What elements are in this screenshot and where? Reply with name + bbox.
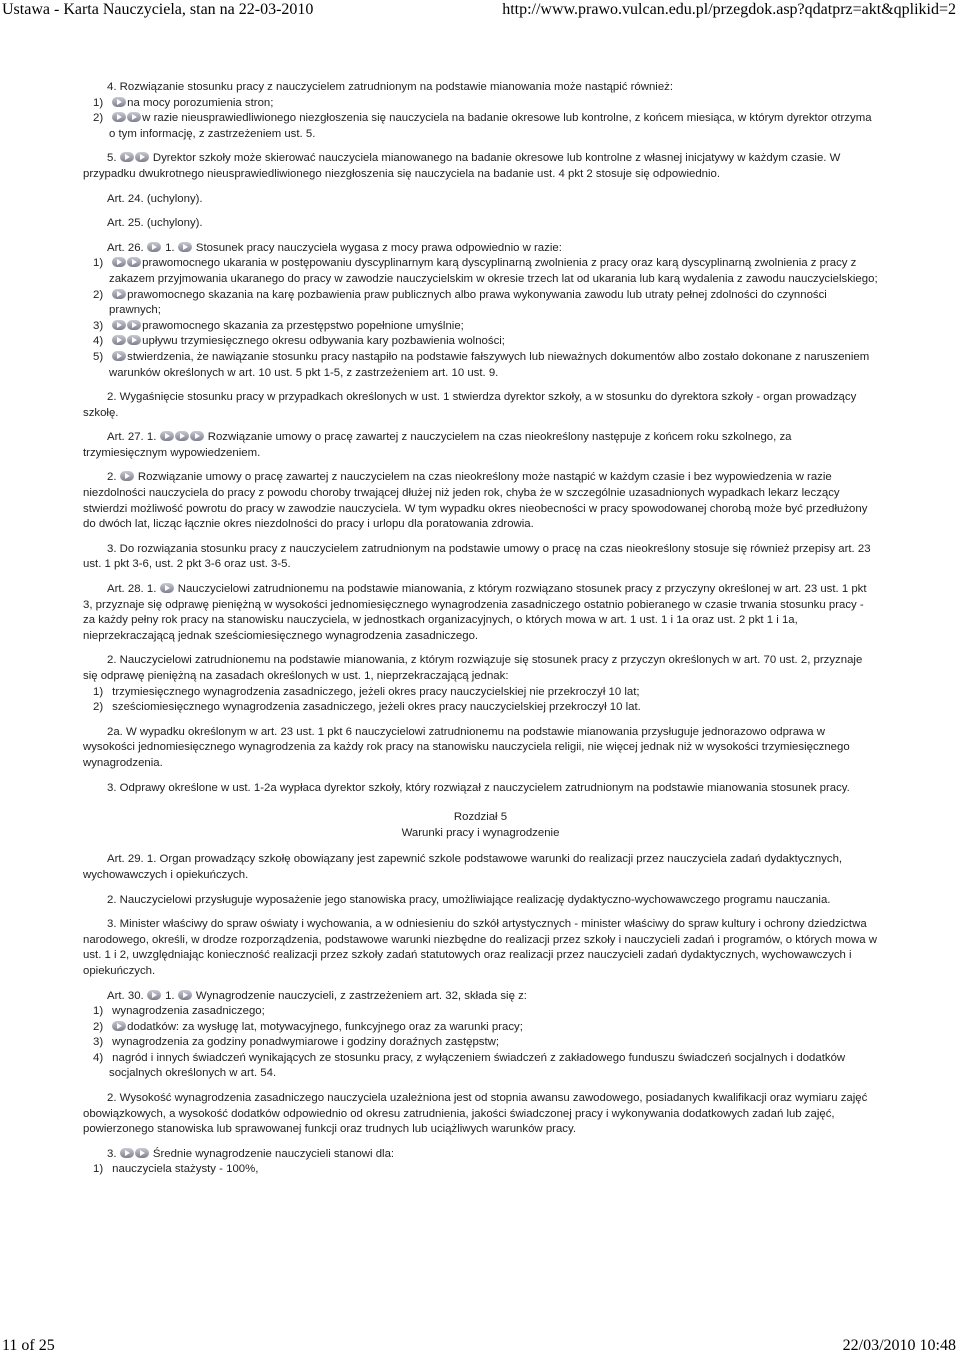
chapter-number: Rozdział 5 [453, 811, 508, 824]
chapter-title: Warunki pracy i wynagrodzenie [401, 826, 560, 839]
print-footer [0, 1335, 960, 1357]
art30 [83, 989, 878, 1083]
page-counter: 11 of 25 [2, 1337, 55, 1354]
list-item: 3) prawomocnego skazania za przestępstwo popełnione umyślnie; [93, 319, 464, 332]
amendment-icon[interactable] [147, 990, 161, 1000]
amendment-icon[interactable] [112, 97, 126, 107]
paragraph: 3. Minister właściwy do spraw oświaty i wychowania, a w odniesieniu do szkół artystycznych - minister właściwy do spraw kultury i ochrony dziedzictwa narodowego, określi, w drodze rozporządzenia, podstawowe warunki niezbędne do realizacji przez szkoły i nauczycieli zadań i programów, o których mowa w ust. 1 i 2, uwzględniając konieczność realizacji przez szkoły zadań statutowych oraz realizacji przez nauczycieli zadań dydaktycznych, wychowawczych i opiekuńczych. [83, 918, 877, 977]
amendment-icon[interactable] [120, 471, 134, 481]
paragraph: 3. Odprawy określone w ust. 1-2a wypłaca dyrektor szkoły, który rozwiązał z nauczycielem zatrudnionym na podstawie mianowania stosunek pracy. [107, 781, 850, 794]
art24: Art. 24. (uchylony). [107, 192, 203, 205]
list-item: 2) w razie nieusprawiedliwionego niezgłoszenia się nauczyciela na badanie okresowe lub kontrolne, z końcem miesiąca, w którym dyrektor otrzyma o tym informację, z zastrzeżeniem ust. 5. [93, 112, 872, 140]
paragraph: 3. Do rozwiązania stosunku pracy z nauczycielem zatrudnionym na podstawie umowy o pracę na czas nieokreślony stosuje się również przepisy art. 23 ust. 1 pkt 3-6, ust. 2 pkt 3-6 oraz ust. 3-5. [83, 542, 871, 571]
amendment-icon[interactable] [112, 257, 126, 267]
list-item: 3) wynagrodzenia za godziny ponadwymiarowe i godziny doraźnych zastępstw; [93, 1036, 500, 1049]
amendment-icon[interactable] [147, 242, 161, 252]
amendment-icon[interactable] [175, 431, 189, 441]
list-item: 4) nagród i innych świadczeń wynikających ze stosunku pracy, z wyłączeniem świadczeń z zakładowego funduszu świadczeń socjalnych i dodatków socjalnych określonych w art. 54. [93, 1051, 846, 1080]
paragraph: 2. Rozwiązanie umowy o pracę zawartej z nauczycielem na czas nieokreślony może nastąpić w każdym czasie i bez wypowiedzenia w razie niezdolności nauczyciela do pracy z powodu choroby trwającej dłużej niż jeden rok, chyba że w szczególnie uzasadnionych wypadkach lekarz leczący stwierdzi możliwość powrotu do pracy w zawodzie nauczyciela. W tym wypadku okres nieobecności w pracy spowodowanej chorobą może być przedłużony do dwóch lat, licząc łącznie okres niezdolności do pracy i urlopu dla poratowania zdrowia. [83, 471, 868, 531]
list-item: 2) prawomocnego skazania na karę pozbawienia praw publicznych albo prawa wykonywania zawodu lub utraty pełnej zdolności do czynności prawnych; [93, 288, 827, 317]
amendment-icon[interactable] [190, 431, 204, 441]
document-body [83, 80, 878, 1187]
amendment-icon[interactable] [112, 112, 126, 122]
paragraph: 3. Średnie wynagrodzenie nauczycieli stanowi dla: [107, 1147, 395, 1160]
paragraph: 4. Rozwiązanie stosunku pracy z nauczycielem zatrudnionym na podstawie mianowania może nastąpić również: [107, 81, 674, 93]
list-item: 2) sześciomiesięcznego wynagrodzenia zasadniczego, jeżeli okres pracy nauczycielskiej przekroczył 10 lat. [93, 701, 641, 714]
amendment-icon[interactable] [127, 320, 141, 330]
print-datetime: 22/03/2010 10:48 [842, 1337, 956, 1354]
art30-ust3 [83, 1147, 878, 1178]
print-header [0, 0, 960, 20]
list-item: 1) wynagrodzenia zasadniczego; [93, 1005, 265, 1018]
chapter-heading [83, 810, 878, 841]
document-url: http://www.prawo.vulcan.edu.pl/przegdok.asp?qdatprz=akt&qplikid=2 [502, 1, 956, 18]
amendment-icon[interactable] [112, 289, 126, 299]
amendment-icon[interactable] [135, 152, 149, 162]
amendment-icon[interactable] [160, 431, 174, 441]
art27-ust5: 5. Dyrektor szkoły może skierować nauczyciela mianowanego na badanie okresowe lub kontrolne z własnej inicjatywy w każdym czasie. W przypadku dwukrotnego nieusprawiedliwionego niezgłoszenia się nauczyciela na badanie ust. 4 pkt 2 stosuje się odpowiednio. [83, 152, 841, 180]
list-item: 1) prawomocnego ukarania w postępowaniu dyscyplinarnym karą dyscyplinarną zwolnienia z pracy oraz karą dyscyplinarną zwolnienia z pracy z zakazem przyjmowania ukaranego do pracy w zawodzie nauczycielskim w okresie trzech lat od ukarania lub karą wydalenia z zawodu nauczycielskiego; [93, 257, 878, 285]
amendment-icon[interactable] [120, 152, 134, 162]
paragraph: 2. Nauczycielowi przysługuje wyposażenie jego stanowiska pracy, umożliwiające realizację dydaktyczno-wychowawczego programu nauczania. [107, 893, 831, 906]
amendment-icon[interactable] [112, 1021, 126, 1031]
paragraph: Art. 30. 1. Wynagrodzenie nauczycieli, z zastrzeżeniem art. 32, składa się z: [107, 989, 527, 1002]
art26 [83, 241, 878, 381]
art28-ust2 [83, 653, 878, 715]
list-item: 1) nauczyciela stażysty - 100%, [93, 1163, 259, 1176]
list-item: 1) trzymiesięcznego wynagrodzenia zasadniczego, jeżeli okres pracy nauczycielskiej nie przekroczył 10 lat; [93, 685, 640, 698]
paragraph: 2. Nauczycielowi zatrudnionemu na podstawie mianowania, z którym rozwiązuje się stosunek pracy z przyczyn określonych w art. 70 ust. 2, przyznaje się odprawę pieniężną na zasadach określonych w ust. 1, nieprzekraczającą jednak: [83, 654, 863, 682]
amendment-icon[interactable] [135, 1148, 149, 1158]
list-item: 2) dodatków: za wysługę lat, motywacyjnego, funkcyjnego oraz za warunki pracy; [93, 1020, 523, 1033]
list-item: 4) upływu trzymiesięcznego okresu odbywania kary pozbawienia wolności; [93, 335, 505, 348]
paragraph: Art. 26. 1. Stosunek pracy nauczyciela wygasa z mocy prawa odpowiednio w razie: [107, 241, 562, 254]
art25: Art. 25. (uchylony). [107, 217, 203, 230]
art29: Art. 29. 1. Organ prowadzący szkołę obowiązany jest zapewnić szkole podstawowe warunki do realizacji przez nauczyciela zadań dydaktycznych, wychowawczych i opiekuńczych. [83, 853, 843, 881]
amendment-icon[interactable] [112, 320, 126, 330]
amendment-icon[interactable] [178, 990, 192, 1000]
amendment-icon[interactable] [127, 112, 141, 122]
list-item: 1) na mocy porozumienia stron; [93, 96, 274, 109]
amendment-icon[interactable] [112, 351, 126, 361]
art27-ust4 [83, 80, 878, 142]
amendment-icon[interactable] [160, 583, 174, 593]
list-item: 5) stwierdzenia, że nawiązanie stosunku pracy nastąpiło na podstawie fałszywych lub nieważnych dokumentów albo zostało dokonane z naruszeniem warunków określonych w art. 10 ust. 5 pkt 1-5, z zastrzeżeniem art. 10 ust. 9. [93, 350, 870, 379]
amendment-icon[interactable] [127, 257, 141, 267]
paragraph: 2. Wysokość wynagrodzenia zasadniczego nauczyciela uzależniona jest od stopnia awansu zawodowego, posiadanych kwalifikacji oraz wymiaru zajęć obowiązkowych, a wysokość dodatków odpowiednio od okresu zatrudnienia, jakości świadczonej pracy i wykonywania dodatkowych zadań lub zajęć, powierzonego stanowiska lub sprawowanej funkcji oraz trudnych lub uciążliwych warunków pracy. [83, 1092, 868, 1136]
amendment-icon[interactable] [120, 1148, 134, 1158]
paragraph: 2a. W wypadku określonym w art. 23 ust. 1 pkt 6 nauczycielowi zatrudnionemu na podstawie mianowania przysługuje jednorazowo odprawa w wysokości jednomiesięcznego wynagrodzenia za każdy rok pracy na stanowisku nauczyciela religii, nie więcej jednak niż w wysokości trzymiesięcznego wynagrodzenia. [83, 725, 850, 769]
amendment-icon[interactable] [178, 242, 192, 252]
amendment-icon[interactable] [127, 335, 141, 345]
document-title: Ustawa - Karta Nauczyciela, stan na 22-03-2010 [2, 1, 314, 18]
art28: Art. 28. 1. Nauczycielowi zatrudnionemu na podstawie mianowania, z którym rozwiązano stosunek pracy z przyczyny określonej w art. 23 ust. 1 pkt 3, przyznaje się odprawę pieniężną w wysokości jednomiesięcznego wynagrodzenia zasadniczego ostatnio pobieranego w czasie trwania stosunku pracy - za każdy pełny rok pracy na stanowisku nauczyciela, w jednostkach organizacyjnych, o których mowa w art. 1 ust. 1 i 1a oraz ust. 2 pkt 1 i 1a, nieprzekraczającą jednak sześciomiesięcznego wynagrodzenia zasadniczego. [83, 583, 867, 642]
amendment-icon[interactable] [112, 335, 126, 345]
art27: Art. 27. 1. Rozwiązanie umowy o pracę zawartej z nauczycielem na czas nieokreślony następuje z końcem roku szkolnego, za trzymiesięcznym wypowiedzeniem. [83, 431, 792, 459]
paragraph: 2. Wygaśnięcie stosunku pracy w przypadkach określonych w ust. 1 stwierdza dyrektor szkoły, a w stosunku do dyrektora szkoły - organ prowadzący szkołę. [83, 391, 857, 419]
